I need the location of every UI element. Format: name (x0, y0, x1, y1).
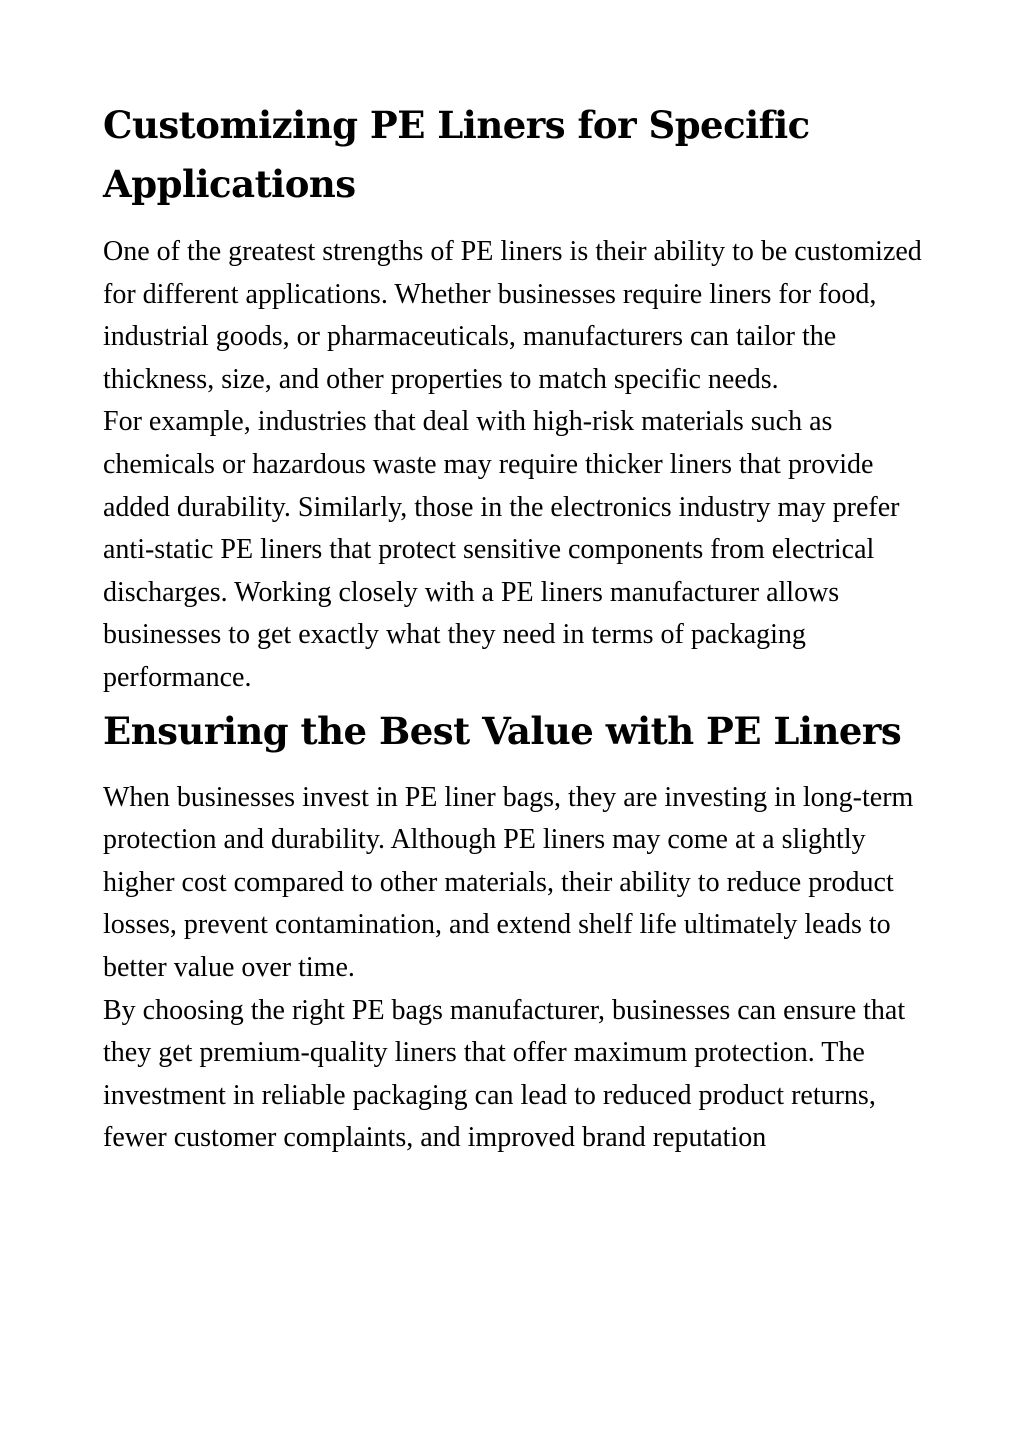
section-customizing (103, 96, 923, 700)
section-heading: Ensuring the Best Value with PE Liners (103, 708, 902, 753)
body-paragraph: When businesses invest in PE liner bags, they are investing in long-term protection and durability. Although PE liners may come at a slightly higher cost compared to other materials, their ability to reduce product losses, prevent contamination, and extend shelf life ultimately leads to better value over time. (103, 781, 914, 983)
body-paragraph: For example, industries that deal with high-risk materials such as chemicals or hazardous waste may require thicker liners that provide added durability. Similarly, those in the electronics industry may prefer anti-static PE liners that protect sensitive components from electrical discharges. Working closely with a PE liners manufacturer allows businesses to get exactly what they need in terms of packaging performance. (103, 406, 900, 693)
body-paragraph: One of the greatest strengths of PE liners is their ability to be customized for different applications. Whether businesses require liners for food, industrial goods, or pharmaceuticals, manufacturers can tailor the thickness, size, and other properties to match specific needs. (103, 236, 922, 395)
document-page (103, 96, 923, 1160)
section-best-value (103, 702, 923, 1160)
section-heading: Customizing PE Liners for Specific Applications (103, 103, 810, 206)
body-paragraph: By choosing the right PE bags manufacturer, businesses can ensure that they get premium-quality liners that offer maximum protection. The investment in reliable packaging can lead to reduced product returns, fewer customer complaints, and improved brand reputation (103, 994, 906, 1154)
